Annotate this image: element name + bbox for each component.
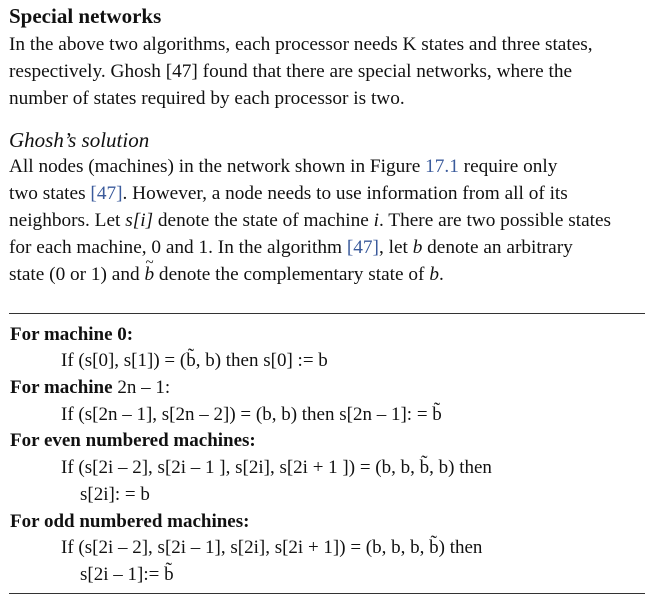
top-rule	[9, 313, 645, 314]
text-run: denote the state of machine	[153, 210, 374, 231]
odd-machines-heading: For odd numbered machines:	[10, 511, 250, 532]
paragraph-line	[9, 180, 645, 207]
math-var: i	[373, 210, 380, 231]
even-machines-heading: For even numbered machines:	[10, 430, 256, 451]
text-run: neighbors. Let	[9, 210, 126, 231]
even-machines-assign: s[2i]: = b	[80, 484, 150, 505]
text-run: state (0 or 1) and	[9, 264, 145, 285]
text-run: denote an arbitrary	[422, 237, 573, 258]
text-run: , let	[378, 237, 413, 258]
paragraph-line: number of states required by each processor is two.	[9, 88, 405, 109]
paragraph-line: In the above two algorithms, each processor needs K states and three states,	[9, 34, 593, 55]
math-var: b	[412, 237, 423, 258]
citation-link[interactable]: [47]	[346, 237, 379, 258]
citation-link[interactable]: [47]	[90, 183, 123, 204]
heading-special-networks: Special networks	[9, 4, 162, 28]
text-run: . There are two possible states	[379, 210, 612, 231]
odd-machines-assign: s[2i – 1]:= b̃	[80, 564, 174, 585]
paragraph-line	[9, 234, 645, 261]
machine-0-rule: If (s[0], s[1]) = (b̃, b) then s[0] := b	[61, 350, 328, 371]
text-run: .	[438, 264, 444, 285]
text-run: require only	[458, 156, 558, 177]
paragraph-line: respectively. Ghosh [47] found that there are special networks, where the	[9, 61, 573, 82]
machine-0-heading: For machine 0:	[10, 324, 134, 345]
machine-last-rule: If (s[2n – 1], s[2n – 2]) = (b, b) then s[2n – 1]: = b̃	[61, 404, 442, 425]
text-run: two states	[9, 183, 91, 204]
text-run: for each machine, 0 and 1. In the algorithm	[9, 237, 347, 258]
figure-link[interactable]: 17.1	[425, 156, 459, 177]
paragraph-special-networks	[9, 31, 645, 112]
text-run: denote the complementary state of	[154, 264, 430, 285]
paragraph-line	[9, 153, 645, 180]
paragraph-line	[9, 207, 645, 234]
math-var: s[i]	[125, 210, 154, 231]
page	[9, 4, 645, 585]
text-run: . However, a node needs to use information from all of its	[122, 183, 568, 204]
math-var: b	[429, 264, 439, 285]
heading-math: 2n – 1:	[117, 377, 171, 398]
bottom-rule	[9, 593, 645, 594]
even-machines-rule: If (s[2i – 2], s[2i – 1 ], s[2i], s[2i + 1 ]) = (b, b, b̃, b) then	[61, 457, 492, 478]
odd-machines-rule: If (s[2i – 2], s[2i – 1], s[2i], s[2i + 1]) = (b, b, b, b̃) then	[61, 537, 483, 558]
text-run: All nodes (machines) in the network shown in Figure	[9, 156, 426, 177]
math-var-complement: ~ b	[144, 261, 154, 288]
machine-last-heading	[10, 377, 170, 399]
heading-ghosh-solution: Ghosh’s solution	[9, 128, 150, 152]
paragraph-line	[9, 261, 645, 288]
paragraph-ghosh-solution	[9, 153, 645, 288]
heading-text: For machine	[10, 377, 118, 398]
